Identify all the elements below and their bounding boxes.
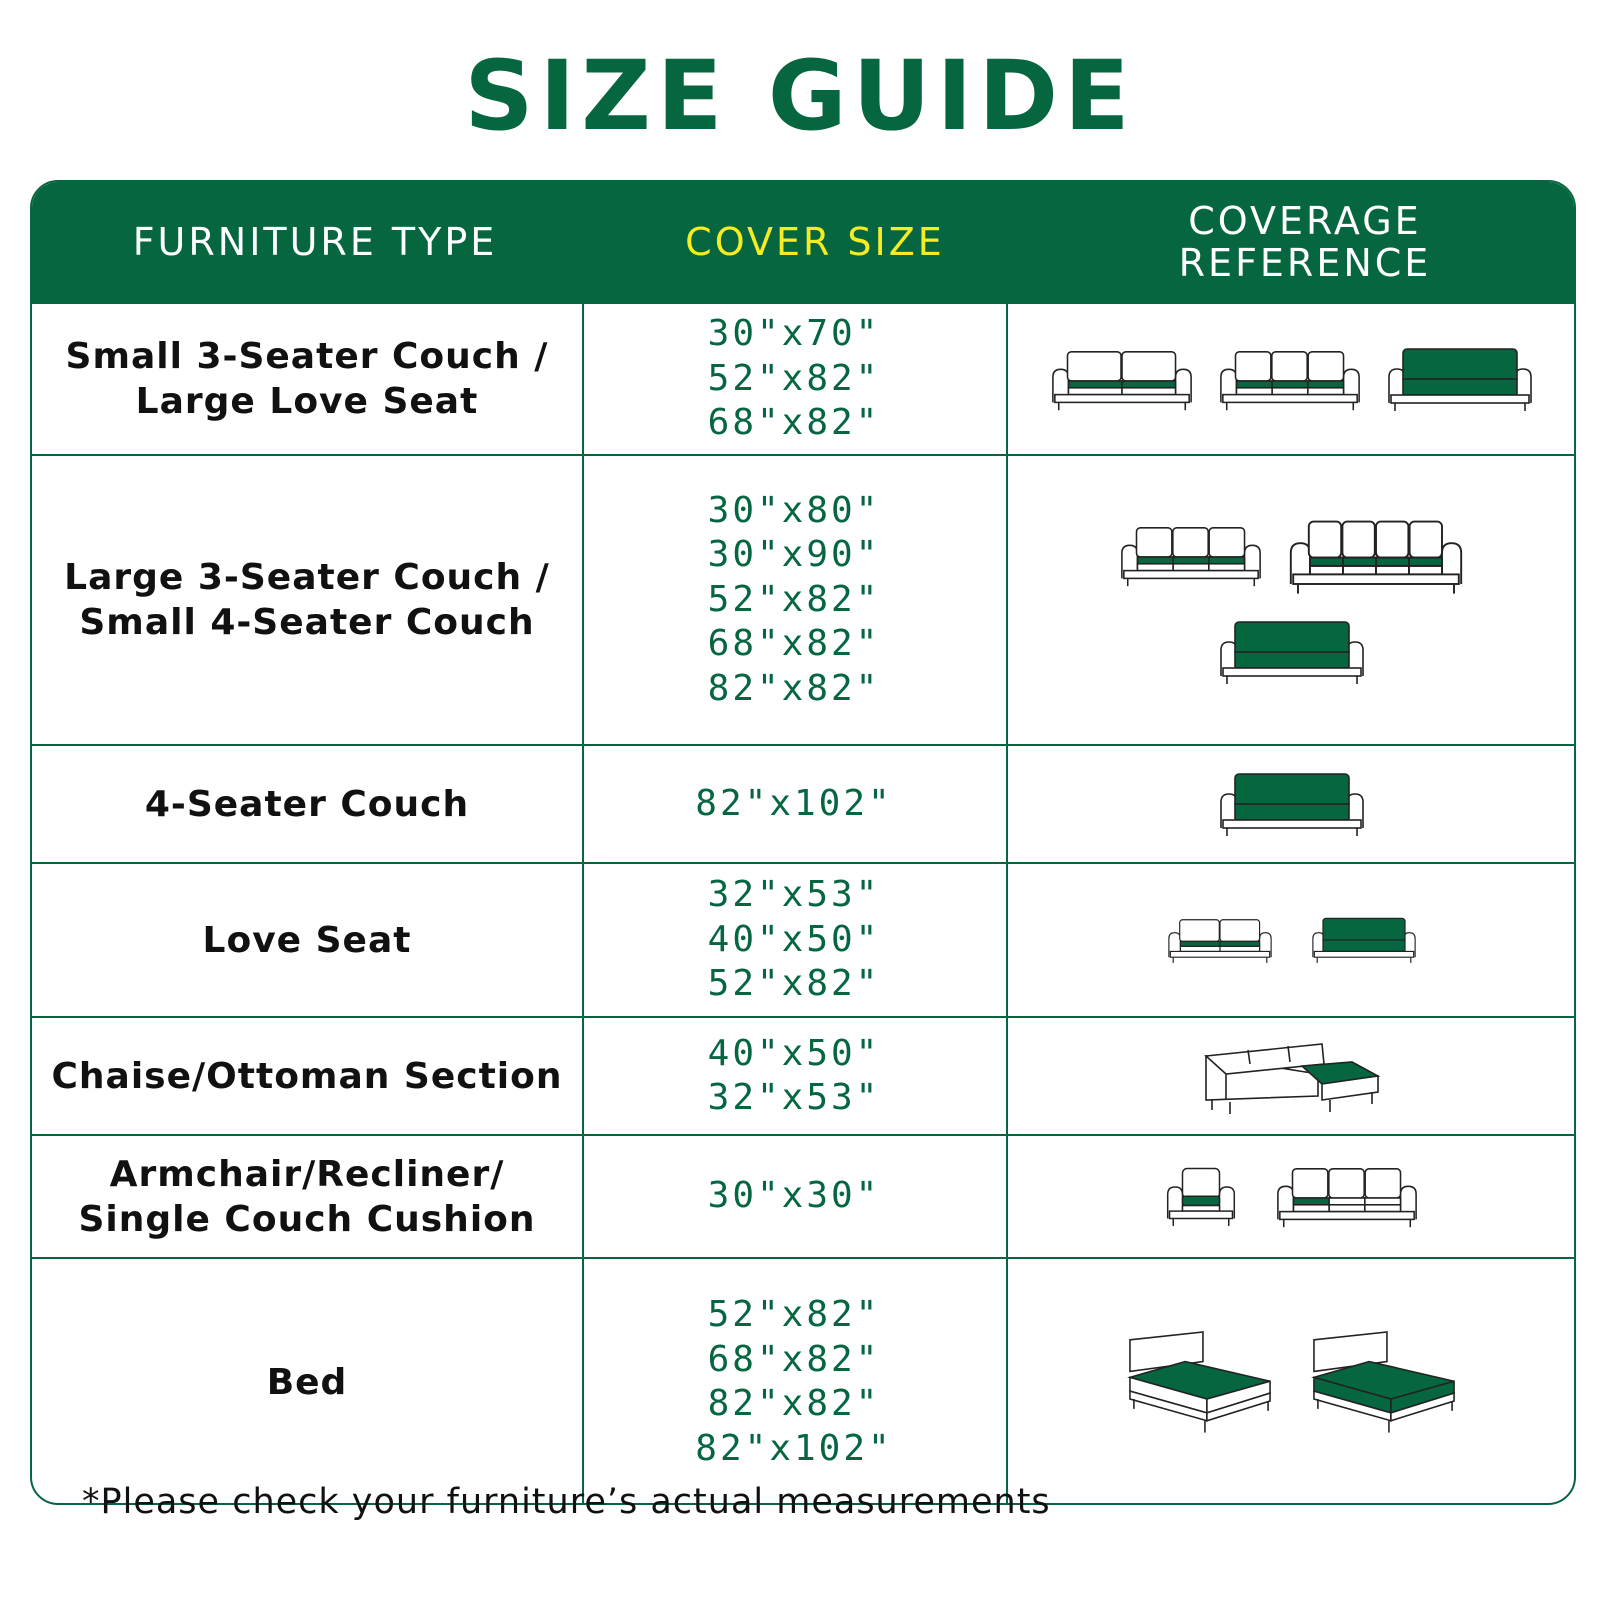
cover-size-cell bbox=[582, 456, 1006, 744]
sofa-4-seat-cushions-icon bbox=[1286, 512, 1466, 598]
cover-size-value: 52"x82" bbox=[707, 357, 881, 399]
header-furniture-type: FURNITURE TYPE bbox=[132, 220, 498, 264]
coverage-reference-cell bbox=[1006, 304, 1576, 454]
coverage-reference-cell bbox=[1006, 1136, 1576, 1257]
furniture-type-cell bbox=[32, 456, 582, 744]
cover-size-value: 30"x70" bbox=[707, 313, 881, 355]
cover-size-cell bbox=[582, 746, 1006, 862]
sofa-single-cushion-icon bbox=[1274, 1161, 1420, 1231]
cover-size-cell bbox=[582, 864, 1006, 1016]
coverage-reference-cell bbox=[1006, 1018, 1576, 1134]
table-header bbox=[32, 182, 1574, 302]
sofa-3-seat-cushions-icon bbox=[1217, 344, 1363, 414]
loveseat-full-cover-icon bbox=[1310, 914, 1418, 966]
table-row bbox=[32, 1134, 1574, 1257]
sofa-full-cover-icon bbox=[1217, 768, 1367, 840]
furniture-type-cell bbox=[32, 1259, 582, 1505]
furniture-type-label: Love Seat bbox=[202, 919, 412, 961]
bed-top-cover-icon bbox=[1126, 1328, 1274, 1437]
footnote: *Please check your furniture’s actual measurements bbox=[82, 1482, 1051, 1522]
loveseat-cushions-icon bbox=[1166, 914, 1274, 966]
furniture-type-label: Small 3-Seater Couch / bbox=[65, 336, 549, 377]
page-title: SIZE GUIDE bbox=[464, 40, 1136, 152]
coverage-reference-cell bbox=[1006, 456, 1576, 744]
furniture-type-cell bbox=[32, 864, 582, 1016]
table-row bbox=[32, 862, 1574, 1016]
furniture-type-cell bbox=[32, 1136, 582, 1257]
furniture-type-label: Single Couch Cushion bbox=[78, 1198, 536, 1240]
furniture-type-label: Chaise/Ottoman Section bbox=[51, 1055, 563, 1097]
table-row bbox=[32, 302, 1574, 454]
cover-size-value: 82"x102" bbox=[695, 1427, 893, 1469]
cover-size-value: 32"x53" bbox=[707, 874, 881, 916]
furniture-type-label: Large 3-Seater Couch / bbox=[64, 557, 550, 598]
bed-full-cover-icon bbox=[1310, 1328, 1458, 1437]
table-row bbox=[32, 744, 1574, 862]
cover-size-value: 40"x50" bbox=[707, 918, 881, 960]
cover-size-cell bbox=[582, 304, 1006, 454]
coverage-reference-cell bbox=[1006, 1259, 1576, 1505]
cover-size-value: 32"x53" bbox=[707, 1077, 881, 1118]
cover-size-value: 82"x82" bbox=[707, 1383, 881, 1424]
furniture-type-label: Bed bbox=[266, 1361, 348, 1403]
furniture-type-label: Large Love Seat bbox=[135, 381, 479, 422]
cover-size-value: 68"x82" bbox=[707, 402, 881, 444]
sofa-full-cover-icon bbox=[1217, 616, 1367, 688]
table-row bbox=[32, 454, 1574, 744]
sectional-chaise-icon bbox=[1202, 1034, 1382, 1118]
cover-size-cell bbox=[582, 1136, 1006, 1257]
furniture-type-label: Armchair/Recliner/ bbox=[109, 1153, 505, 1195]
furniture-type-cell bbox=[32, 746, 582, 862]
cover-size-value: 52"x82" bbox=[707, 1294, 881, 1335]
cover-size-value: 40"x50" bbox=[707, 1032, 881, 1074]
coverage-reference-cell bbox=[1006, 746, 1576, 862]
sofa-full-cover-icon bbox=[1385, 343, 1535, 415]
furniture-type-cell bbox=[32, 304, 582, 454]
furniture-type-cell bbox=[32, 1018, 582, 1134]
cover-size-cell bbox=[582, 1018, 1006, 1134]
table-row bbox=[32, 1257, 1574, 1505]
cover-size-value: 82"x102" bbox=[695, 782, 893, 824]
size-guide-table bbox=[30, 180, 1576, 1505]
furniture-type-label: 4-Seater Couch bbox=[144, 783, 470, 825]
cover-size-value: 52"x82" bbox=[707, 578, 881, 620]
cover-size-value: 82"x82" bbox=[707, 667, 881, 709]
cover-size-value: 30"x30" bbox=[707, 1175, 881, 1217]
sofa-2-seat-cushions-icon bbox=[1049, 344, 1195, 414]
armchair-icon bbox=[1164, 1163, 1238, 1230]
header-coverage-line2: REFERENCE bbox=[1178, 241, 1432, 285]
furniture-type-label: Small 4-Seater Couch bbox=[79, 602, 535, 643]
header-coverage-reference bbox=[1032, 182, 1576, 302]
cover-size-value: 52"x82" bbox=[707, 963, 881, 1005]
cover-size-value: 30"x80" bbox=[707, 489, 881, 531]
header-coverage-line1: COVERAGE bbox=[1188, 199, 1422, 243]
cover-size-cell bbox=[582, 1259, 1006, 1505]
header-cover-size: COVER SIZE bbox=[685, 220, 945, 264]
cover-size-value: 68"x82" bbox=[707, 623, 881, 665]
coverage-reference-cell bbox=[1006, 864, 1576, 1016]
sofa-3-seat-cushions-icon bbox=[1118, 520, 1264, 590]
cover-size-value: 68"x82" bbox=[707, 1338, 881, 1380]
cover-size-value: 30"x90" bbox=[707, 534, 881, 576]
table-row bbox=[32, 1016, 1574, 1134]
